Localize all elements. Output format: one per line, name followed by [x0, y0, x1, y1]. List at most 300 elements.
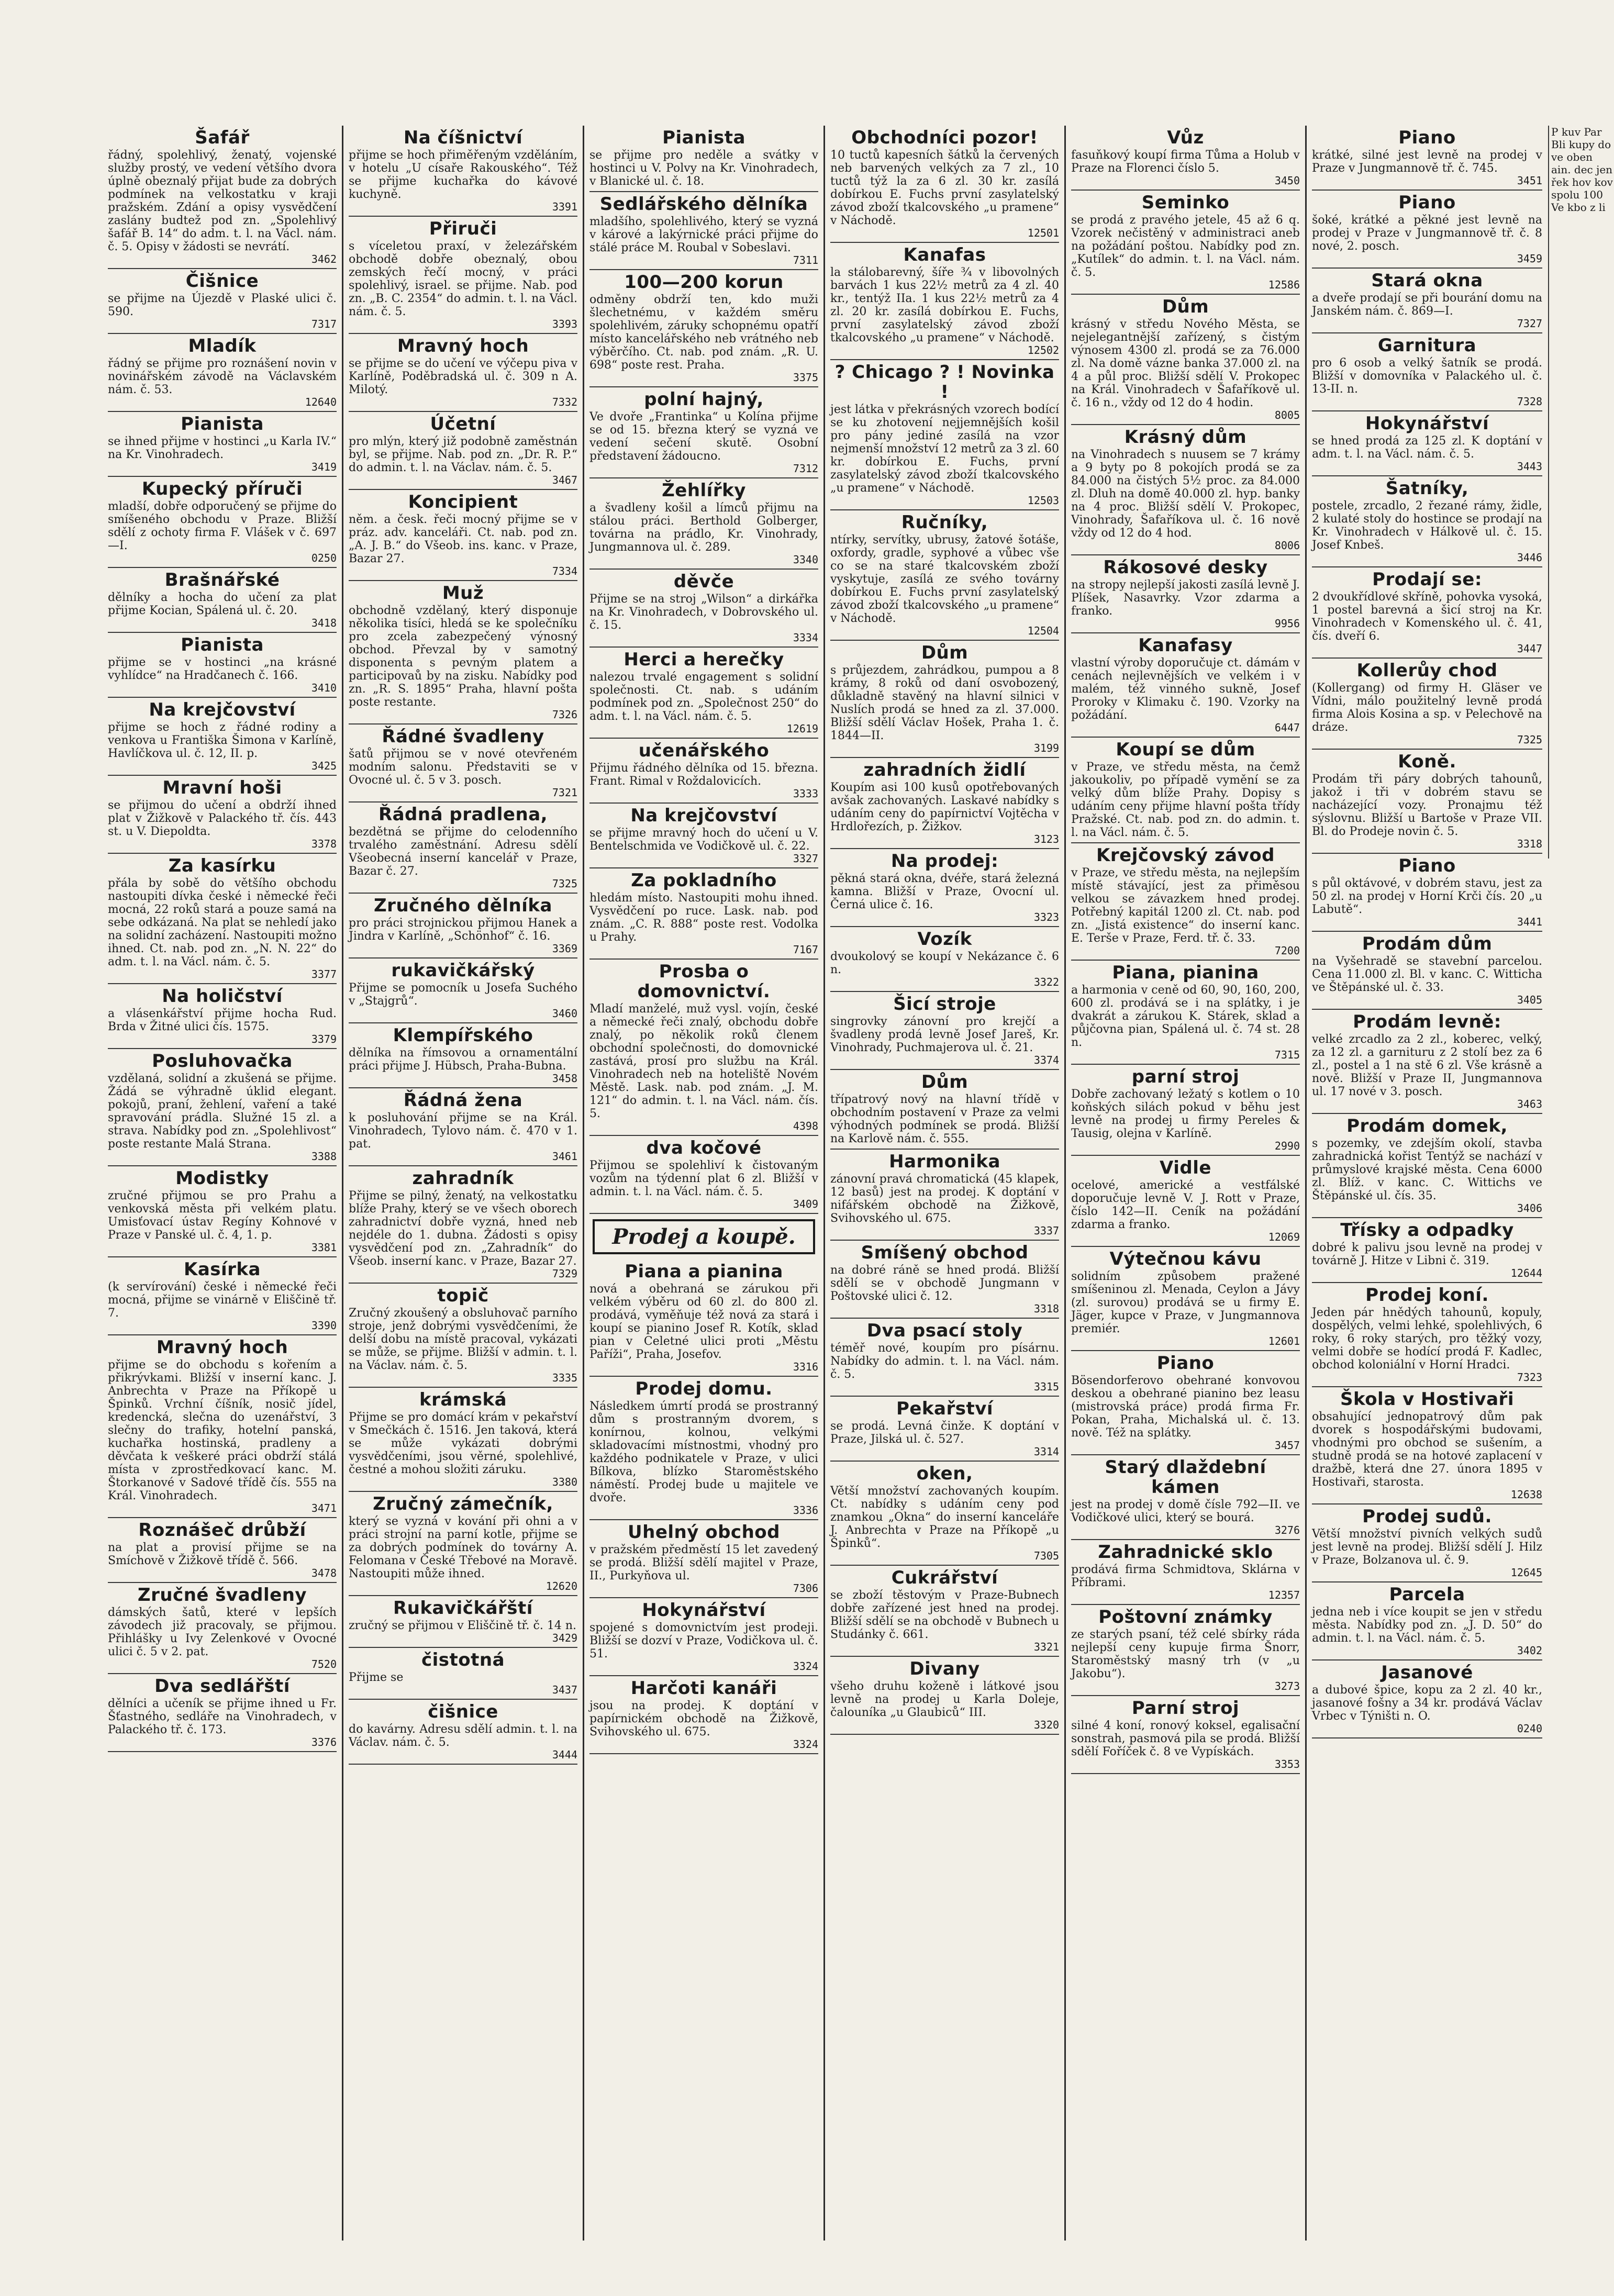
- ad-body: solidním způsobem pražené smíšeninou zl. Menada, Ceylon a Jávy (zl. surovou) prodává se u firmy E. Jäger, kupce v Praze, v Jungmannova premiér.: [1071, 1270, 1300, 1335]
- ad-heading: Šafář: [195, 127, 250, 148]
- ad-body: jest na prodej v domě čísle 792—II. ve Vodičkové ulici, který se bourá.: [1071, 1498, 1300, 1524]
- ad-heading: Mravný hoch: [156, 1337, 288, 1358]
- ad-body: silné 4 koní, ronový koksel, egalisační sonstrah, pasmová pila se prodá. Bližší sdělí Foříček č. 8 ve Vypískách.: [1071, 1719, 1300, 1758]
- classified-ad: [830, 758, 1059, 849]
- ad-body: v Praze, ve středu města, na čemž jakoukoliv, po případě vymění se za velký dům blíže Prahy. Dopisy s udáním ceny přijme hlavní pošta třídy Pražské. Ct. nab. pod zn. do admin. t. l. na Václ. nám. č. 5.: [1071, 761, 1300, 839]
- classified-ad: [1312, 1010, 1542, 1114]
- ad-heading: Prodám levně:: [1353, 1011, 1501, 1032]
- ad-code: 3353: [1274, 1758, 1300, 1770]
- ad-code: 3402: [1517, 1644, 1542, 1657]
- classified-ad: [1071, 1605, 1300, 1696]
- ad-body: Přijmu řádného dělníka od 15. března. Frant. Rimal v Roždalovicích.: [589, 762, 818, 788]
- classified-ad: [349, 1284, 577, 1388]
- ad-heading: Smíšený obchod: [861, 1242, 1029, 1263]
- classified-ad: [108, 269, 337, 334]
- ad-heading: Prodají se:: [1372, 569, 1482, 590]
- ad-code: 3377: [311, 968, 337, 980]
- ad-body: na stropy nejlepší jakosti zasílá levně J. Plíšek, Nasavrky. Vzor zdarma a franko.: [1071, 578, 1300, 618]
- classified-ad: [1071, 1065, 1300, 1156]
- ad-heading: Kasírka: [183, 1259, 261, 1280]
- ad-heading: děvče: [673, 571, 734, 592]
- ad-heading: Mravný hoch: [397, 336, 529, 356]
- ad-code: 0250: [311, 552, 337, 564]
- ad-heading: Uhelný obchod: [628, 1522, 780, 1543]
- ad-heading: Škola v Hostivaři: [1340, 1389, 1514, 1410]
- ad-body: přijme se do obchodu s kořením a přikrývkami. Bližší v inserní kanc. J. Anbrechta v Praze na Příkopě u Špinků. Vrchní číšník, nosič jídel, kredencká, slečna do uzenářství, 3 slečny do trafiky, hotelní panská, kuchařka hostinská, pradleny a děvčata k veškeré práci obdrží stálá místa v zprostředkovací kanc. M. Štorkanové v Sadové třídě čís. 555 na Král. Vinohradech.: [108, 1358, 337, 1502]
- classified-ad: [830, 1070, 1059, 1150]
- ad-heading: Cukrářství: [891, 1567, 998, 1588]
- classified-ad: [1312, 1283, 1542, 1387]
- ad-code: 7326: [552, 708, 577, 721]
- ad-heading: čistotná: [421, 1649, 505, 1670]
- classified-ad: [349, 126, 577, 217]
- ad-code: 12586: [1268, 278, 1300, 291]
- ad-body: ntírky, servítky, ubrusy, žatové šotáše, oxfordy, gradle, syphové a vůbec vše co se na staré tkalcovském zboží vyskytuje, zasílá ze svého továrny dobírkou E. Fuchs první zasylatelský závod zboží tkalcovského „u pramene“ v Náchodě.: [830, 533, 1059, 625]
- ad-body: se hned prodá za 125 zl. K doptání v adm. t. l. na Václ. nám. č. 5.: [1312, 434, 1542, 461]
- ad-heading: Kupecký příruči: [141, 478, 303, 499]
- ad-body: postele, zrcadlo, 2 řezané rámy, židle, 2 kulaté stoly do hostince se prodají na Kr. Vinohradech v Hálkově ul. č. 15. Josef Knbeš.: [1312, 499, 1542, 552]
- classified-ad: [589, 570, 818, 648]
- ad-code: 3381: [311, 1241, 337, 1254]
- classified-ad: [1312, 1504, 1542, 1582]
- ad-heading: Vůz: [1167, 127, 1204, 148]
- ad-code: 4398: [793, 1120, 818, 1132]
- classified-ad: [108, 1674, 337, 1752]
- classified-ad: [589, 478, 818, 570]
- ad-body: na dobré ráně se hned prodá. Bližší sdělí se v obchodě Jungmann v Poštovské ulici č. 12.: [830, 1264, 1059, 1303]
- ad-body: (k servírování) české i německé řeči mocná, přijme se vinárně v Eliščině tř. 7.: [108, 1280, 337, 1320]
- ad-heading: Krásný dům: [1124, 427, 1247, 448]
- ad-body: vlastní výroby doporučuje ct. dámám v cenách nejlevnějších ve velkém i v malém, též vinného sukně, Josef Proroky v Klimaku č. 190. Vzorky na požádání.: [1071, 656, 1300, 722]
- ad-body: fasuňkový koupí firma Tůma a Holub v Praze na Florenci číslo 5.: [1071, 149, 1300, 175]
- ad-heading: polní hajný,: [644, 389, 764, 410]
- ad-body: dvoukolový se koupí v Nekázance č. 6 n.: [830, 950, 1059, 976]
- ad-code: 12503: [1027, 494, 1059, 507]
- classified-ad: [349, 725, 577, 803]
- ad-body: na Vyšehradě se stavební parcelou. Cena 11.000 zl. Bl. v kanc. C. Witticha ve Štěpánské ul. č. 33.: [1312, 955, 1542, 994]
- classified-ad: [108, 1257, 337, 1335]
- ad-body: (Kollergang) od firmy H. Gläser ve Vídni, málo použitelný levně prodá firma Alois Kosina a sp. v Pelechově na dráze.: [1312, 682, 1542, 734]
- ad-heading: krámská: [419, 1389, 507, 1410]
- classified-ad: [349, 1088, 577, 1166]
- ad-heading: Rukavičkářští: [393, 1598, 533, 1619]
- ad-heading: Na číšnictví: [403, 127, 523, 148]
- ad-body: dělníka na římsovou a ornamentální práci přijme J. Hübsch, Praha-Bubna.: [349, 1046, 577, 1073]
- ad-code: 3444: [552, 1748, 577, 1761]
- ad-body: Dobře zachovaný ležatý s kotlem o 10 koňských silách pokud v běhu jest levně na prodej u firmy Pereles & Tausig, olejna v Karlíně.: [1071, 1088, 1300, 1140]
- ad-heading: Parní stroj: [1131, 1698, 1240, 1719]
- classified-ad: [1071, 961, 1300, 1065]
- ad-code: 3410: [311, 682, 337, 694]
- ad-body: Ve dvoře „Frantinka“ u Kolína přijme se od 15. března který se vyzná ve vedení sečení skutě. Osobní představení žádoucno.: [589, 410, 818, 463]
- classified-ad: [349, 1388, 577, 1492]
- ad-body: Přijme se: [349, 1671, 404, 1684]
- ad-heading: zahradník: [412, 1168, 514, 1189]
- classified-ad: [108, 1049, 337, 1166]
- ad-heading: Stará okna: [1371, 270, 1483, 291]
- classified-ad: [1312, 333, 1542, 411]
- classified-ad: [1071, 1540, 1300, 1605]
- ad-code: 7520: [311, 1658, 337, 1670]
- classified-ad: [108, 477, 337, 568]
- ad-code: 3316: [793, 1361, 818, 1373]
- classified-ad: [830, 1566, 1059, 1657]
- ad-heading: Obchodníci pozor!: [851, 127, 1038, 148]
- ad-code: 7325: [552, 877, 577, 890]
- classified-ad: [830, 849, 1059, 927]
- classified-ad: [108, 776, 337, 854]
- ad-heading: Dům: [921, 642, 969, 663]
- ad-heading: Brašnářské: [164, 570, 280, 590]
- ad-code: 9956: [1274, 617, 1300, 630]
- ad-body: pro práci strojnickou přijmou Hanek a Jindra v Karlíně, „Schönhof“ č. 16.: [349, 917, 577, 943]
- ad-heading: Dům: [921, 1072, 969, 1093]
- ad-heading: rukavičkářský: [391, 960, 535, 981]
- ad-code: 12619: [786, 722, 818, 735]
- classified-ad: [108, 633, 337, 698]
- ad-body: přála by sobě do většího obchodu nastoupiti dívka české i německé řeči mocná, 22 roků stará a pouze samá na sebe odkázaná. Na plat se nehledí jako na solidní zacházení. Nastoupiti možno ihned. Ct. nab. pod zn. „N. N. 22“ do adm. t. l. na Václ. nám. č. 5.: [108, 877, 337, 968]
- ad-body: se ihned přijme v hostinci „u Karla IV.“ na Kr. Vinohradech.: [108, 435, 337, 461]
- ad-code: 3418: [311, 617, 337, 629]
- ad-code: 3391: [552, 200, 577, 213]
- ad-code: 3425: [311, 760, 337, 772]
- ad-code: 3322: [1033, 976, 1059, 988]
- ad-code: 3318: [1517, 838, 1542, 850]
- ad-heading: 100—200 korun: [624, 272, 784, 293]
- ad-heading: Piano: [1398, 192, 1456, 213]
- ad-body: Přijme se pilný, ženatý, na velkostatku blíže Prahy, který se ve všech oborech zahradnictví dobře vyzná, hned neb nejdéle do 1. dubna. Žádosti s opisy vysvědčení pod zn. „Zahradník“ do Všeob. inserní kanc. v Praze, Bazar 27.: [349, 1189, 577, 1268]
- classified-ad: [1071, 191, 1300, 295]
- ad-code: 3318: [1033, 1302, 1059, 1315]
- classified-ad: [349, 1166, 577, 1284]
- ad-code: 3375: [793, 371, 818, 384]
- ad-body: a harmonia v ceně od 60, 90, 160, 200, 600 zl. prodává se i na splátky, i je dvakrát a zárukou K. Stárek, sklad a půjčovna pian, Spálená ul. č. 74 st. 28 n.: [1071, 984, 1300, 1049]
- ad-heading: Piano: [1398, 855, 1456, 876]
- classified-ad: [1071, 1696, 1300, 1774]
- classified-ad: [1312, 411, 1542, 476]
- ad-code: 3334: [793, 631, 818, 644]
- ad-heading: Sedlářského dělníka: [599, 194, 808, 215]
- ad-code: 12504: [1027, 625, 1059, 637]
- ad-code: 3409: [793, 1198, 818, 1210]
- ad-heading: učenářského: [638, 740, 770, 761]
- ad-heading: Herci a herečky: [624, 649, 784, 670]
- ad-body: přijme se hoch z řádné rodiny a venkova u Františka Šimona v Karlíně, Havlíčkova ul. č. 12, II. p.: [108, 721, 337, 760]
- classified-ad: [108, 698, 337, 776]
- classified-ad: [1312, 932, 1542, 1010]
- ad-code: 3463: [1517, 1098, 1542, 1110]
- classified-ad: [830, 641, 1059, 758]
- ad-code: 7325: [1517, 733, 1542, 746]
- ad-body: se přijme na Újezdě v Plaské ulici č. 590.: [108, 292, 337, 318]
- ad-heading: Muž: [442, 583, 484, 604]
- ad-code: 3450: [1274, 174, 1300, 187]
- cut-off-column-edge: P kuv Par Bli kupy do ve oben ain. dec jen řek hov kov spolu 100 Ve kbo z li: [1548, 126, 1614, 859]
- ad-body: řádný, spolehlivý, ženatý, vojenské služby prostý, ve vedení většího dvora úplně obeznalý přijat bude za dobrých podmínek na velkostatku v kraji pražském. Zdání a opisy vysvědčení zaslány budtež pod zn. „Spolehlivý šafář B. 14“ do adm. t. l. na Václ. nám. č. 5. Opisy v žádosti se nevrátí.: [108, 149, 337, 253]
- classified-ad: [589, 648, 818, 739]
- ad-heading: Dva psací stoly: [866, 1320, 1023, 1341]
- ad-body: obsahující jednopatrový dům pak dvorek s hospodářskými budovami, vhodnými pro obchod se sušením, a studně prodá se na hotové zaplacení v dražbě, která dne 27. února 1895 v Hostivaři, starosta.: [1312, 1410, 1542, 1489]
- classified-ad: [1071, 1455, 1300, 1540]
- ad-body: hledám místo. Nastoupiti mohu ihned. Vysvědčení po ruce. Lask. nab. pod znám. „C. R. 888“ poste rest. Vodolka u Prahy.: [589, 891, 818, 944]
- ad-body: Prodám tři páry dobrých tahounů, jakož i tři v dobrém stavu se nacházející vozy. Pronajmu též sýslovnu. Bližší u Bartoše v Praze VII. Bl. do Prodeje novin č. 5.: [1312, 773, 1542, 838]
- classified-ad: [1071, 126, 1300, 191]
- ad-heading: Hokynářství: [1365, 413, 1489, 434]
- ad-code: 3471: [311, 1502, 337, 1514]
- ad-code: 3447: [1517, 642, 1542, 655]
- classified-ad: [1312, 1387, 1542, 1504]
- classified-ad: [589, 270, 818, 387]
- ad-code: 6447: [1274, 721, 1300, 734]
- ad-body: šatů přijmou se v nové otevřeném modním salonu. Představiti se v Ovocné ul. č. 5 v 3. posch.: [349, 748, 577, 787]
- ad-body: Větší množství pivních velkých sudů jest levně na prodej. Bližší sdělí J. Hilz v Praze, Bolzanova ul. č. 9.: [1312, 1528, 1542, 1567]
- ad-code: 3467: [552, 474, 577, 486]
- ad-heading: Piano: [1156, 1353, 1215, 1374]
- ad-code: 2990: [1274, 1140, 1300, 1152]
- classified-ad: [108, 568, 337, 633]
- ad-heading: Na krejčovství: [630, 805, 777, 826]
- ad-body: se prodá z pravého jetele, 45 až 6 q. Vzorek nečistěný v administraci aneb na požádání poštou. Nabídky pod zn. „Kutílek“ do admin. t. l. na Václ. nám. č. 5.: [1071, 214, 1300, 279]
- ad-body: v pražském předměstí 15 let zavedený se prodá. Bližší sdělí majitel v Praze, II., Purkyňova ul.: [589, 1543, 818, 1582]
- ad-code: 3315: [1033, 1380, 1059, 1393]
- classified-ad: [108, 126, 337, 269]
- ad-body: šoké, krátké a pěkné jest levně na prodej v Praze v Jungmannově tř. č. 8 nové, 2. posch.: [1312, 214, 1542, 253]
- classified-ad: [1071, 1156, 1300, 1247]
- classified-ad: [349, 1492, 577, 1596]
- classified-ad: [830, 1319, 1059, 1397]
- ad-code: 3443: [1517, 460, 1542, 473]
- ad-heading: Roznášeč drůbží: [138, 1520, 306, 1541]
- ad-code: 8005: [1274, 409, 1300, 421]
- ad-heading: Koně.: [1398, 751, 1456, 772]
- ad-code: 3314: [1033, 1445, 1059, 1458]
- ad-code: 3451: [1517, 174, 1542, 187]
- ad-heading: Vozík: [917, 929, 972, 950]
- ad-heading: Koupí se dům: [1116, 739, 1255, 760]
- ad-body: se přijme mravný hoch do učení u V. Bentelschmida ve Vodičkově ul. č. 22.: [589, 827, 818, 853]
- classified-ad: [830, 927, 1059, 992]
- classified-ad: [108, 854, 337, 984]
- ad-heading: Rákosové desky: [1103, 557, 1268, 578]
- classified-columns: [103, 126, 1548, 2241]
- ad-heading: Dva sedlářští: [154, 1676, 290, 1697]
- classified-ad: [589, 960, 818, 1136]
- classified-ad: [589, 1676, 818, 1754]
- ad-body: se přijme se do učení ve výčepu piva v Karlíně, Poděbradská ul. č. 309 n A. Milotý.: [349, 357, 577, 396]
- classified-ad: [349, 1596, 577, 1648]
- ad-code: 0240: [1517, 1722, 1542, 1735]
- ad-heading: Zručného dělníka: [374, 895, 552, 916]
- ad-heading: Piana, pianina: [1112, 962, 1259, 983]
- classified-ad: [589, 1377, 818, 1520]
- ad-code: 3380: [552, 1476, 577, 1488]
- ad-heading: Parcela: [1389, 1584, 1465, 1605]
- ad-body: se zboží těstovým v Praze-Bubnech dobře zařízené jest hned na prodej. Bližší sdělí se na obchodě v Bubnech u Studánky č. 661.: [830, 1589, 1059, 1641]
- ad-heading: Prodej koní.: [1365, 1285, 1489, 1306]
- ad-heading: Dům: [1162, 296, 1209, 317]
- ad-code: 3393: [552, 318, 577, 330]
- ad-code: 3333: [793, 787, 818, 800]
- classified-ad: [830, 1462, 1059, 1566]
- ad-body: pro 6 osob a velký šatník se prodá. Bližší v domovníka v Palackého ul. č. 13-II. n.: [1312, 356, 1542, 396]
- ad-code: 7329: [552, 1267, 577, 1280]
- ad-heading: Kanafasy: [1138, 635, 1233, 656]
- ad-code: 8006: [1274, 539, 1300, 552]
- ad-body: velké zrcadlo za 2 zl., koberec, velký, za 12 zl. a garnituru z 2 stolí bez za 6 zl., postel a 1 na stě 6 zl. Vše krásně a nově. Bližší v Praze II, Jungmannova ul. 17 nové v 3. posch.: [1312, 1033, 1542, 1098]
- ad-code: 3460: [552, 1007, 577, 1020]
- ad-heading: Hokynářství: [642, 1600, 766, 1621]
- ad-heading: Prodej sudů.: [1362, 1506, 1492, 1527]
- ad-body: ocelové, americké a vestfálské doporučuje levně V. J. Rott v Praze, číslo 142—II. Ceník na požádání zdarma a franko.: [1071, 1179, 1300, 1231]
- ad-code: 3321: [1033, 1641, 1059, 1653]
- ad-code: 3335: [552, 1372, 577, 1384]
- classified-ad: [349, 581, 577, 725]
- ad-code: 12645: [1510, 1566, 1542, 1579]
- ad-heading: Pekařství: [896, 1398, 994, 1419]
- ad-body: Přijme se na stroj „Wilson“ a dirkářka na Kr. Vinohradech, v Dobrovského ul. č. 15.: [589, 593, 818, 632]
- ad-body: s půl oktávové, v dobrém stavu, jest za 50 zl. na prodej v Horní Krči čís. 20 „u Labutě“.: [1312, 877, 1542, 916]
- ad-heading: Prodám dům: [1362, 933, 1493, 954]
- classified-ad: [589, 804, 818, 868]
- ad-heading: Zručný zámečník,: [373, 1493, 553, 1514]
- ad-code: 3457: [1274, 1439, 1300, 1452]
- classified-column-5: [1066, 126, 1307, 2241]
- ad-code: 3379: [311, 1033, 337, 1045]
- classified-column-2: [343, 126, 584, 2241]
- classified-ad: [1312, 854, 1542, 932]
- ad-code: 12620: [546, 1580, 577, 1592]
- ad-code: 3324: [793, 1738, 818, 1751]
- ad-heading: Šatníky,: [1385, 478, 1469, 499]
- ad-code: 12644: [1510, 1267, 1542, 1279]
- classified-ad: [830, 243, 1059, 360]
- ad-body: na Vinohradech s nuusem se 7 krámy a 9 byty po 8 pokojích prodá se za 84.000 na čistých 5½ proc. za 84.000 zl. Dluh na domě 40.000 zl. hyp. banky na 4 proc. Bližší sdělí V. Prokopec, Vinohrady, Šafaříkova ul. č. 16 nově vždy od 12 do 4 hod.: [1071, 448, 1300, 540]
- classified-ad: [349, 1648, 577, 1700]
- ad-body: jest látka v překrásných vzorech bodící se ku zhotovení nejjemnějších košil pro pány jediné zasílá na vzor nejmenší množství 12 metrů za 3 zl. 60 kr. dobírkou E. Fuchs, první zasylatelský závod zboží tkalcovského „u pramene“ v Náchodě.: [830, 403, 1059, 495]
- ad-heading: Starý dlaždební kámen: [1105, 1457, 1266, 1498]
- ad-heading: Prodám domek,: [1346, 1116, 1508, 1136]
- ad-heading: Na holičství: [162, 986, 283, 1007]
- ad-body: s průjezdem, zahrádkou, pumpou a 8 krámy, 8 roků od daní osvobozený, důkladně stavěný na hlavní silnici v Nuslích prodá se hned za zl. 37.000. Bližší sdělí Václav Hošek, Praha 1. č. 1844—II.: [830, 664, 1059, 742]
- ad-heading: Divany: [909, 1658, 980, 1679]
- classified-ad: [830, 992, 1059, 1070]
- ad-body: s víceletou praxí, v železářském obchodě dobře obeznalý, obou zemských řečí mocný, v práci spolehlivý, israel. se přijme. Nab. pod zn. „B. C. 2354“ do admin. t. l. na Václ. nám. č. 5.: [349, 240, 577, 318]
- ad-code: 3378: [311, 838, 337, 850]
- ad-heading: Pianista: [181, 634, 264, 655]
- ad-body: spojené s domovnictvím jest prodeji. Bližší se dozví v Praze, Vodičkova ul. č. 51.: [589, 1621, 818, 1660]
- ad-body: dámských šatů, které v lepších závodech již pracovaly, se přijmou. Přihlášky u Ivy Zelenkové v Ovocné ulici č. 5 v 2. pat.: [108, 1606, 337, 1658]
- classified-ad: [108, 334, 337, 412]
- ad-heading: Kollerůy chod: [1356, 660, 1498, 681]
- ad-code: 7327: [1517, 317, 1542, 330]
- ad-heading: Zahradnické sklo: [1098, 1542, 1273, 1563]
- ad-heading: Posluhovačka: [152, 1051, 293, 1072]
- ad-code: 3337: [1033, 1224, 1059, 1237]
- ad-heading: Poštovní známky: [1098, 1607, 1273, 1628]
- classified-ad: [349, 490, 577, 581]
- ad-body: krátké, silné jest levně na prodej v Praze v Jungmannově tř. č. 745.: [1312, 149, 1542, 175]
- ad-code: 7328: [1517, 395, 1542, 408]
- ad-body: v Praze, ve středu města, na nejlepším místě stávající, jest za přiměsou velkou se závazkem hned prodej. Potřebný kapitál 1200 zl. Ct. nab. pod zn. „Jistá existence“ do inserní kanc. E. Terše v Praze, Ferd. tř. č. 33.: [1071, 866, 1300, 945]
- ad-code: 7334: [552, 565, 577, 577]
- ad-code: 3478: [311, 1567, 337, 1579]
- ad-code: 3406: [1517, 1202, 1542, 1214]
- ad-body: na plat a provisí přijme se na Smíchově v Žižkově třídě č. 566.: [108, 1541, 337, 1567]
- ad-code: 3446: [1517, 551, 1542, 564]
- ad-code: 7321: [552, 786, 577, 799]
- classified-ad: [830, 1397, 1059, 1462]
- ad-code: 3459: [1517, 252, 1542, 265]
- classified-ad: [830, 510, 1059, 641]
- ad-code: 7306: [793, 1582, 818, 1595]
- ad-code: 3336: [793, 1504, 818, 1517]
- classified-ad: [108, 1166, 337, 1257]
- ad-body: zručný se přijmou v Eliščině tř. č. 14 n.: [349, 1619, 576, 1632]
- classified-column-1: [103, 126, 343, 2241]
- classified-ad: [1312, 1114, 1542, 1218]
- classified-column-4: [825, 126, 1066, 2241]
- ad-body: téměř nové, koupím pro písárnu. Nabídky do admin. t. l. na Václ. nám. č. 5.: [830, 1342, 1059, 1381]
- ad-heading: Výtečnou kávu: [1109, 1249, 1262, 1269]
- classified-ad: [108, 1583, 337, 1674]
- ad-code: 3199: [1033, 742, 1059, 754]
- ad-heading: ? Chicago ? ! Novinka !: [834, 362, 1055, 403]
- ad-heading: Harčoti kanáři: [630, 1678, 777, 1699]
- ad-code: 3340: [793, 553, 818, 566]
- ad-heading: dva kočové: [646, 1138, 762, 1158]
- ad-body: něm. a česk. řeči mocný přijme se v práz. adv. kanceláři. Ct. nab. pod zn. „A. J. B.“ do Všeob. ins. kanc. v Praze, Bazar 27.: [349, 513, 577, 565]
- classified-ad: [349, 334, 577, 412]
- classified-column-6: [1307, 126, 1548, 2241]
- ad-heading: Harmonika: [889, 1151, 1000, 1172]
- classified-ad: [1071, 633, 1300, 738]
- ad-heading: zahradních židlí: [863, 760, 1026, 781]
- ad-body: ze starých psaní, též celé sbírky ráda nejlepší ceny kupuje firma Šnorr, Staroměstský masný trh (v „u Jakobu“).: [1071, 1628, 1300, 1680]
- ad-body: pro mlýn, který již podobně zaměstnán byl, se přijme. Nab. pod zn. „Dr. R. P.“ do admin. t. l. na Václav. nám. č. 5.: [349, 435, 577, 474]
- ad-body: do kavárny. Adresu sdělí admin. t. l. na Václav. nám. č. 5.: [349, 1723, 577, 1749]
- ad-code: 7312: [793, 462, 818, 475]
- ad-heading: Piano: [1398, 127, 1456, 148]
- classified-ad: [349, 412, 577, 490]
- ad-body: Bösendorferovo obehrané konvovou deskou a obehrané pianino bez leasu (mistrovská práce) prodá firma Fr. Pokan, Praha, Michalská ul. č. 13. nově. Též na splátky.: [1071, 1374, 1300, 1440]
- ad-code: 7311: [793, 254, 818, 266]
- ad-heading: Čišnice: [185, 271, 259, 292]
- ad-code: 7315: [1274, 1049, 1300, 1061]
- ad-code: 3458: [552, 1072, 577, 1085]
- ad-heading: Mravní hoši: [162, 777, 282, 798]
- ad-body: přijme se v hostinci „na krásné vyhlídce“ na Hradčanech č. 166.: [108, 656, 337, 682]
- ad-code: 3376: [311, 1736, 337, 1748]
- ad-code: 7323: [1517, 1371, 1542, 1384]
- ad-body: který se vyzná v kování při ohni a v práci strojní na parní kotle, přijme se za dobrých podmínek do továrny A. Felomana v České Třebové na Moravě. Nastoupiti může ihned.: [349, 1515, 577, 1580]
- ad-heading: Za pokladního: [631, 870, 777, 891]
- ad-body: vzdělaná, solidní a zkušená se přijme. Žádá se výhradně úklid elegant. pokojů, praní, žehlení, vaření a také spravování prádla. Služné 15 zl. a strava. Nabídky pod zn. „Spolehlivost“ poste restante Malá Strana.: [108, 1072, 337, 1151]
- ad-heading: Třísky a odpadky: [1340, 1220, 1514, 1241]
- ad-code: 12601: [1268, 1335, 1300, 1347]
- ad-code: 12640: [305, 396, 337, 408]
- classified-ad: [589, 739, 818, 804]
- ad-heading: Žehlířky: [662, 480, 746, 501]
- ad-code: 3390: [311, 1319, 337, 1332]
- classified-ad: [1071, 1247, 1300, 1351]
- classified-ad: [589, 1598, 818, 1676]
- ad-heading: Přiruči: [429, 218, 497, 239]
- ad-code: 3437: [552, 1684, 577, 1696]
- ad-body: prodává firma Schmidtova, Sklárna v Příbrami.: [1071, 1563, 1300, 1589]
- ad-heading: Koncipient: [408, 492, 518, 512]
- classified-ad: [830, 1657, 1059, 1735]
- ad-code: 3462: [311, 253, 337, 265]
